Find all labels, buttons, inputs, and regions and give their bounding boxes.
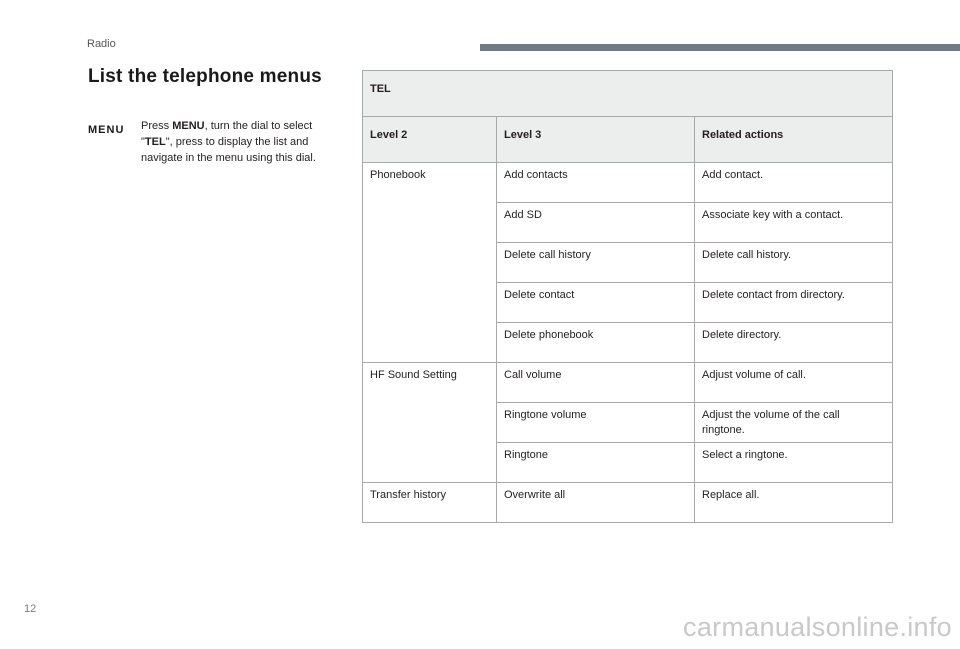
table-row [363,283,893,323]
page-number: 12 [24,603,37,615]
watermark: carmanualsonline.info [683,612,952,642]
table-cell: Delete call history [497,243,695,283]
table-row [363,323,893,363]
table-cell: Transfer history [363,483,497,523]
section-divider-bar [480,44,960,51]
instructions-part: ", press to display the list and navigate in the menu using this dial. [141,136,316,164]
instructions-text [141,118,341,166]
table-cell: Associate key with a contact. [695,203,893,243]
instructions-bold-tel: TEL [144,136,166,148]
table-cell: Delete contact from directory. [695,283,893,323]
table-cell: Delete call history. [695,243,893,283]
table-cell: Call volume [497,363,695,403]
page-title: List the telephone menus [88,66,322,87]
table-cell: Delete contact [497,283,695,323]
table-row [363,443,893,483]
column-header-related-actions: Related actions [695,117,893,163]
table-cell [363,323,497,363]
menu-button-icon: MENU [88,124,125,136]
table-cell: Adjust volume of call. [695,363,893,403]
table-cell [363,443,497,483]
section-label: Radio [87,38,116,50]
table-cell: Replace all. [695,483,893,523]
table-row [363,203,893,243]
table-cell: Add contact. [695,163,893,203]
table-cell [363,203,497,243]
table-cell: Phonebook [363,163,497,203]
table-cell: Delete phonebook [497,323,695,363]
tel-menu-table [362,70,893,523]
table-row [363,363,893,403]
table-cell: HF Sound Setting [363,363,497,403]
table-cell: Ringtone volume [497,403,695,443]
table-cell: Ringtone [497,443,695,483]
table-row [363,403,893,443]
table-cell: Add SD [497,203,695,243]
column-header-level-2: Level 2 [363,117,497,163]
table-cell [363,283,497,323]
table-cell: Overwrite all [497,483,695,523]
column-header-level-3: Level 3 [497,117,695,163]
instructions-part: Press [141,120,173,132]
table-title: TEL [363,71,893,117]
table-cell: Adjust the volume of the call ringtone. [695,403,893,443]
table-row [363,163,893,203]
table-row [363,243,893,283]
table-cell: Add contacts [497,163,695,203]
table-cell: Select a ringtone. [695,443,893,483]
table-cell [363,243,497,283]
instructions-bold-menu: MENU [172,120,205,132]
table-cell: Delete directory. [695,323,893,363]
table-row [363,483,893,523]
table-cell [363,403,497,443]
instructions-part: , turn the dial to select " [141,120,313,148]
